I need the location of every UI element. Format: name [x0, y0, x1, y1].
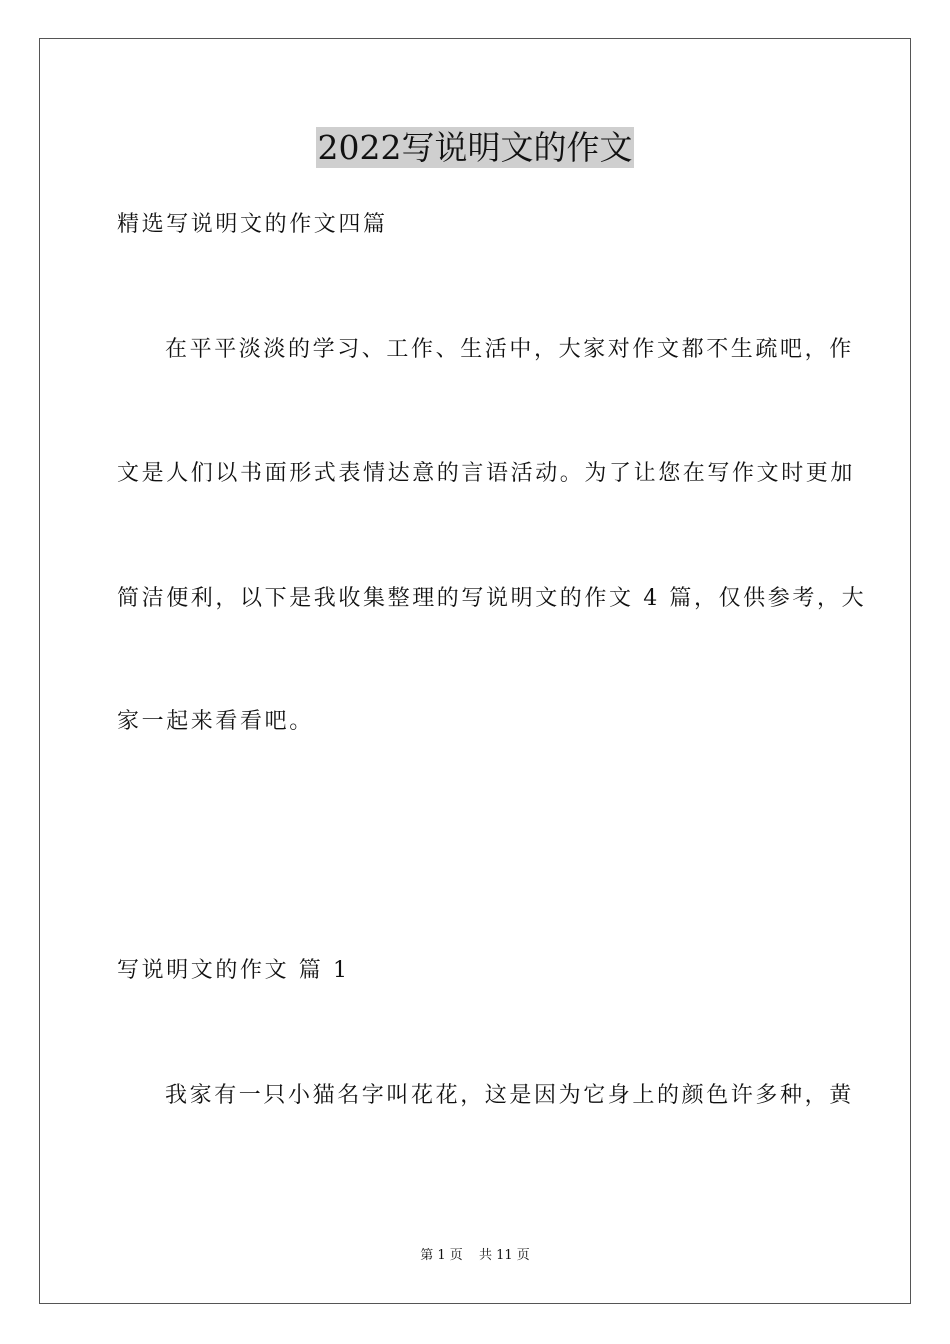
- document-subtitle: 精选写说明文的作文四篇: [117, 212, 388, 237]
- section-heading: 写说明文的作文 篇 1: [117, 958, 350, 983]
- intro-line-3: 简洁便利，以下是我收集整理的写说明文的作文 4 篇，仅供参考，大: [117, 586, 867, 611]
- document-title: 2022写说明文的作文: [317, 128, 633, 167]
- page-footer: [0, 1247, 950, 1265]
- intro-line-2: 文是人们以书面形式表情达意的言语活动。为了让您在写作文时更加: [117, 461, 856, 486]
- title-container: [0, 127, 950, 168]
- intro-line-4: 家一起来看看吧。: [117, 709, 314, 734]
- section-first-line: 我家有一只小猫名字叫花花，这是因为它身上的颜色许多种，黄: [165, 1083, 854, 1108]
- intro-line-1: 在平平淡淡的学习、工作、生活中，大家对作文都不生疏吧，作: [165, 337, 854, 362]
- page-total: 共 11 页: [478, 1248, 530, 1263]
- page-number: 第 1 页: [420, 1248, 463, 1263]
